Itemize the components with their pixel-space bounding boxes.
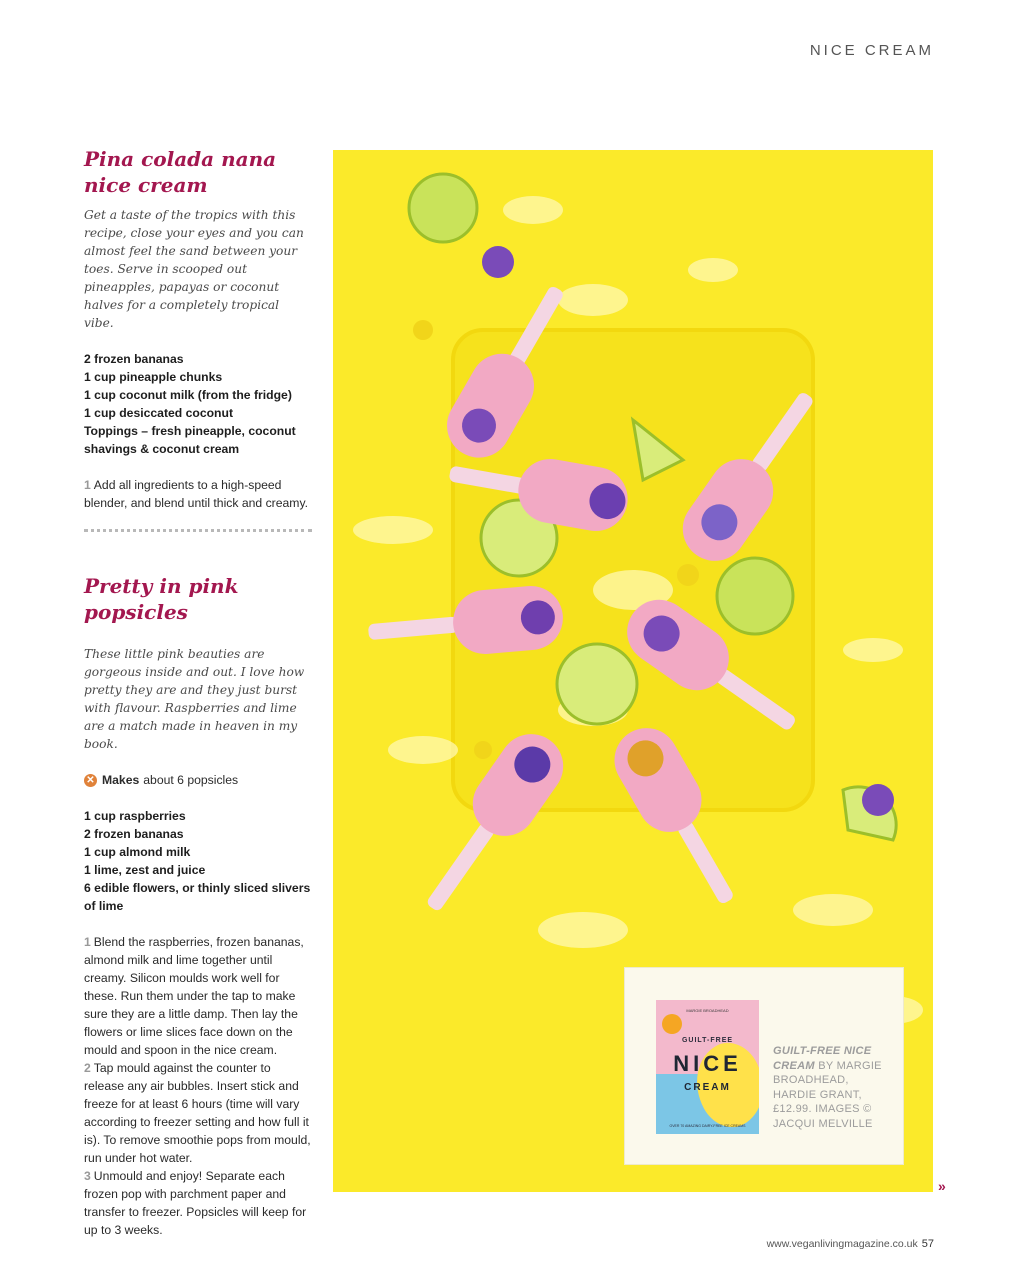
book-caption-title: GUILT-FREE NICE CREAM <box>773 1045 872 1072</box>
recipe-pina-colada <box>84 146 312 512</box>
dotted-divider <box>84 529 312 532</box>
page-footer <box>767 1238 934 1250</box>
ingredients-list <box>84 350 312 458</box>
ingredient-item: Toppings – fresh pineapple, coconut shavings & coconut cream <box>84 424 296 456</box>
ingredient-item: 1 cup almond milk <box>84 845 191 859</box>
step-number: 1 <box>84 935 91 949</box>
method-step <box>84 476 312 512</box>
cover-author: MARGIE BROADHEAD <box>686 1008 729 1013</box>
cover-subtitle: OVER 70 AMAZING DAIRY-FREE ICE CREAMS <box>669 1124 746 1128</box>
book-credit-card <box>625 968 903 1164</box>
footer-url: www.veganlivingmagazine.co.uk <box>766 1238 918 1250</box>
section-header: NICE CREAM <box>809 42 934 59</box>
cover-title-line2: NICE <box>673 1051 742 1076</box>
continue-arrow-icon: » <box>938 1178 946 1194</box>
ingredient-item: 6 edible flowers, or thinly sliced slivers of lime <box>84 881 311 913</box>
step-number: 3 <box>84 1169 91 1183</box>
popsicles-photo <box>333 150 933 1192</box>
step-text: Unmould and enjoy! Separate each frozen pop with parchment paper and transfer to freezer. Popsicles will keep for up to 3 weeks. <box>84 1169 307 1237</box>
step-number: 1 <box>84 478 91 492</box>
ingredient-item: 2 frozen bananas <box>84 827 184 841</box>
servings-icon: ✕ <box>84 774 97 787</box>
method-steps <box>84 476 312 512</box>
recipe-pink-popsicles <box>84 573 312 1239</box>
cover-title-line1: GUILT-FREE <box>681 1037 734 1044</box>
recipe-title: Pretty in pink popsicles <box>84 574 239 624</box>
recipe-title-line1: Pina colada nana <box>84 147 277 171</box>
recipe-title-line2: nice cream <box>84 173 208 197</box>
cover-title-line3: CREAM <box>684 1082 731 1093</box>
ingredient-item: 1 lime, zest and juice <box>84 863 206 877</box>
cover-badge-icon <box>662 1014 682 1034</box>
step-text: Tap mould against the counter to release any air bubbles. Insert stick and freeze for at least 6 hours (time will vary according to freezer setting and how full it is). To remove smoothie pops from mould, run under hot water. <box>84 1061 311 1165</box>
makes-value: about 6 popsicles <box>143 773 239 787</box>
method-step <box>84 933 312 1059</box>
method-step <box>84 1059 312 1167</box>
makes-label: Makes <box>102 773 140 787</box>
ingredient-item: 1 cup coconut milk (from the fridge) <box>84 388 292 402</box>
book-caption <box>773 1044 891 1131</box>
ingredient-item: 1 cup raspberries <box>84 809 186 823</box>
recipe-intro: These little pink beauties are gorgeous inside and out. I love how pretty they are and they just burst with flavour. Raspberries and lime are a match made in heaven in my book. <box>84 647 305 751</box>
step-number: 2 <box>84 1061 91 1075</box>
method-steps <box>84 933 312 1239</box>
step-text: Add all ingredients to a high-speed blender, and blend until thick and creamy. <box>84 478 309 510</box>
method-step <box>84 1167 312 1239</box>
book-caption-details: BY MARGIE BROADHEAD, HARDIE GRANT, £12.99. IMAGES © JACQUI MELVILLE <box>773 1059 882 1130</box>
ingredient-item: 1 cup desiccated coconut <box>84 406 233 420</box>
ingredient-item: 1 cup pineapple chunks <box>84 370 223 384</box>
ingredients-list <box>84 807 312 915</box>
recipe-intro: Get a taste of the tropics with this recipe, close your eyes and you can almost feel the sand between your toes. Serve in scooped out pineapples, papayas or coconut halves for a completely tropical vibe. <box>84 208 304 330</box>
makes-info <box>84 771 312 789</box>
recipe-title <box>84 146 312 198</box>
ingredient-item: 2 frozen bananas <box>84 352 184 366</box>
book-cover <box>656 1000 759 1134</box>
page-number: 57 <box>921 1238 934 1250</box>
step-text: Blend the raspberries, frozen bananas, almond milk and lime together until creamy. Silicon moulds work well for these. Run them under the tap to make sure they are a little damp. Then lay the flowers or lime slices face down on the mould and spoon in the nice cream. <box>84 935 304 1057</box>
